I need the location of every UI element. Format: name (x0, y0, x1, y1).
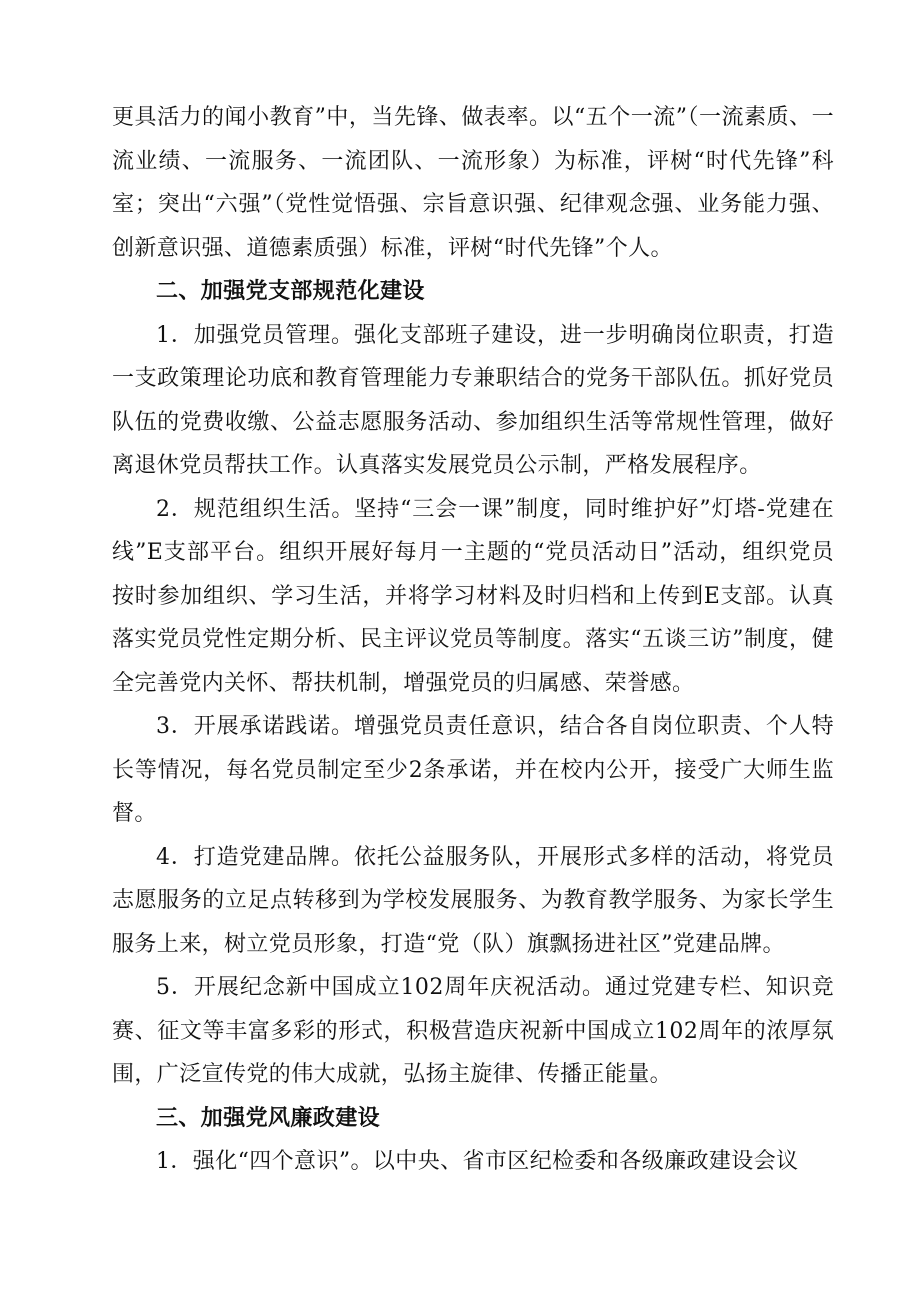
section-heading-2: 二、加强党支部规范化建设 (156, 279, 425, 304)
paragraph-commitment: 3．开展承诺践诺。增强党员责任意识，结合各自岗位职责、个人特长等情况，每名党员制定至少2条承诺，并在校内公开，接受广大师生监督。 (112, 714, 834, 826)
section-heading-3: 三、加强党风廉政建设 (156, 1105, 381, 1131)
paragraph-anniversary: 5．开展纪念新中国成立102周年庆祝活动。通过党建专栏、知识竞赛、征文等丰富多彩的形式，积极营造庆祝新中国成立102周年的浓厚氛围，广泛宣传党的伟大成就，弘扬主旋律、传播正能量。 (112, 975, 834, 1087)
document-page (112, 96, 834, 1184)
paragraph-party-member-management: 1．加强党员管理。强化支部班子建设，进一步明确岗位职责，打造一支政策理论功底和教育管理能力专兼职结合的党务干部队伍。抓好党员队伍的党费收缴、公益志愿服务活动、参加组织生活等常规性管理，做好离退休党员帮扶工作。认真落实发展党员公示制，严格发展程序。 (112, 322, 834, 478)
paragraph-four-awareness: 1．强化“四个意识”。以中央、省市区纪检委和各级廉政建设会议 (156, 1149, 799, 1174)
paragraph-party-brand: 4．打造党建品牌。依托公益服务队，开展形式多样的活动，将党员志愿服务的立足点转移到为学校发展服务、为教育教学服务、为家长学生服务上来，树立党员形象，打造“党（队）旗飘扬进社区”党建品牌。 (112, 844, 834, 957)
paragraph-continuation: 更具活力的闻小教育”中，当先锋、做表率。以“五个一流”（一流素质、一流业绩、一流服务、一流团队、一流形象）为标准，评树“时代先锋”科室；突出“六强”（党性觉悟强、宗旨意识强、纪律观念强、业务能力强、创新意识强、道德素质强）标准，评树“时代先锋”个人。 (112, 105, 834, 261)
paragraph-organization-life: 2．规范组织生活。坚持“三会一课”制度，同时维护好”灯塔-党建在线”E支部平台。组织开展好每月一主题的“党员活动日”活动，组织党员按时参加组织、学习生活，并将学习材料及时归档和上传到E支部。认真落实党员党性定期分析、民主评议党员等制度。落实“五谈三访”制度，健全完善党内关怀、帮扶机制，增强党员的归属感、荣誉感。 (112, 496, 834, 696)
